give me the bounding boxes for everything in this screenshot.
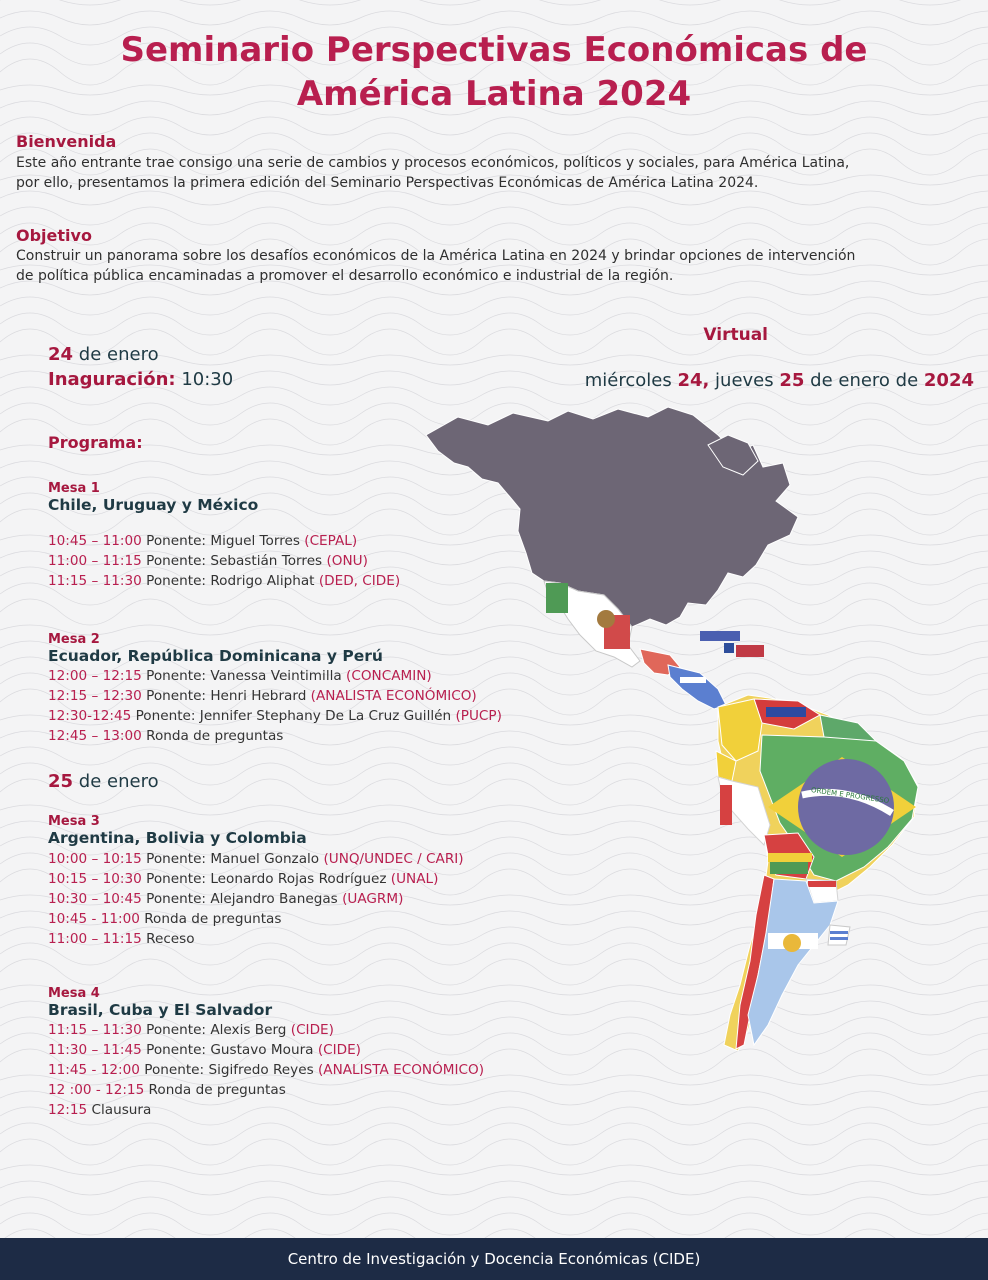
talk-time: 12:30-12:45: [48, 708, 132, 724]
footer: [0, 1238, 988, 1280]
background-wave: [0, 1139, 988, 1165]
north-america-shape: [426, 407, 798, 627]
dates-day1: 24,: [677, 370, 710, 391]
background-wave: [0, 313, 988, 335]
paraguay-flag-red: [808, 881, 836, 887]
talk-institution: (CIDE): [290, 1022, 334, 1038]
mesa-2-label: Mesa 2: [48, 632, 100, 647]
welcome-heading: Bienvenida: [16, 132, 117, 151]
uruguay-shape: [828, 925, 850, 945]
inauguration-label: Inaguración:: [48, 369, 176, 390]
talk-text: Ronda de preguntas: [139, 911, 282, 927]
talk-time: 12:15: [48, 1102, 88, 1118]
talk-text: Clausura: [87, 1102, 152, 1118]
argentina-sun-icon: [783, 934, 801, 952]
mexico-eagle-icon: [597, 610, 615, 628]
mesa-1-countries: Chile, Uruguay y México: [48, 496, 259, 514]
page-title: [0, 28, 988, 116]
program-label: Programa:: [48, 433, 143, 452]
background-wave: [0, 117, 988, 135]
talk-institution: (UAGRM): [342, 891, 404, 907]
honduras-flag-stripe: [680, 677, 706, 683]
background-wave: [0, 0, 988, 5]
day1-month: de enero: [73, 344, 159, 365]
welcome-text: [16, 153, 976, 193]
talk-institution: (UNQ/UNDEC / CARI): [323, 851, 464, 867]
talk-time: 11:00 – 11:15: [48, 931, 142, 947]
talk-time: 12 :00 - 12:15: [48, 1082, 145, 1098]
mesa-3-label: Mesa 3: [48, 814, 100, 829]
dates-mid2: de enero de: [804, 370, 924, 391]
talk-time: 11:15 – 11:30: [48, 1022, 142, 1038]
objective-heading: Objetivo: [16, 226, 92, 245]
objective-line-1: Construir un panorama sobre los desafíos económicos de la América Latina en 2024 y brindar opciones de intervención: [16, 248, 856, 264]
objective-line-2: de política pública encaminadas a promover el desarrollo económico e industrial de la región.: [16, 268, 674, 284]
talk-text: Ponente: Rodrigo Aliphat: [141, 573, 319, 589]
talk-time: 10:45 - 11:00: [48, 911, 140, 927]
talk-time: 11:30 – 11:45: [48, 1042, 142, 1058]
background-wave: [0, 1123, 988, 1145]
mesa-4-label: Mesa 4: [48, 986, 100, 1001]
talk-text: Ponente: Gustavo Moura: [141, 1042, 318, 1058]
talk-institution: (CONCAMIN): [346, 668, 432, 684]
welcome-line-2: por ello, presentamos la primera edición del Seminario Perspectivas Económicas de América Latina 2024.: [16, 175, 759, 191]
talk-text: Ronda de preguntas: [141, 728, 284, 744]
title-line-1: Seminario Perspectivas Económicas de: [120, 30, 868, 70]
peru-flag-red: [720, 785, 732, 825]
americas-flag-map-icon: [418, 405, 988, 1065]
talk-row: [48, 1100, 608, 1120]
talk-text: Ponente: Manuel Gonzalo: [141, 851, 324, 867]
dates-prefix: miércoles: [584, 370, 678, 391]
background-wave: [0, 1229, 988, 1238]
dates-year: 2024: [923, 370, 974, 391]
talk-institution: (ANALISTA ECONÓMICO): [317, 1062, 485, 1078]
background-wave: [0, 11, 988, 25]
mesa-1-label: Mesa 1: [48, 481, 100, 496]
inauguration-time: 10:30: [175, 369, 234, 390]
talk-institution: (CIDE): [317, 1042, 361, 1058]
talk-text: Receso: [141, 931, 195, 947]
background-wave: [0, 133, 988, 155]
mesa-2-countries: Ecuador, República Dominicana y Perú: [48, 647, 383, 665]
talk-text: Ponente: Miguel Torres: [141, 533, 305, 549]
footer-text: Centro de Investigación y Docencia Económicas (CIDE): [287, 1250, 701, 1268]
talk-text: Ponente: Leonardo Rojas Rodríguez: [141, 871, 391, 887]
bolivia-flag-yellow: [768, 853, 812, 862]
talk-text: Ponente: Sebastián Torres: [141, 553, 327, 569]
talk-text: Ponente: Jennifer Stephany De La Cruz Guillén: [131, 708, 456, 724]
day2-month: de enero: [73, 771, 159, 792]
talk-time: 12:00 – 12:15: [48, 668, 142, 684]
talk-time: 12:45 – 13:00: [48, 728, 142, 744]
venezuela-flag-blue: [766, 707, 806, 717]
talk-time: 11:15 – 11:30: [48, 573, 142, 589]
talk-text: Ronda de preguntas: [144, 1082, 286, 1098]
event-dates: [585, 370, 974, 391]
brazil-motto: ORDEM E PROGRESSO: [810, 786, 890, 805]
day2-number: 25: [48, 771, 74, 792]
mesa-3-countries: Argentina, Bolivia y Colombia: [48, 829, 307, 847]
mexico-flag-green: [546, 583, 568, 613]
event-mode: Virtual: [703, 325, 768, 345]
talk-institution: (DED, CIDE): [318, 573, 401, 589]
talk-time: 10:00 – 10:15: [48, 851, 142, 867]
talk-time: 11:45 - 12:00: [48, 1062, 140, 1078]
talk-time: 12:15 – 12:30: [48, 688, 142, 704]
talk-institution: (CEPAL): [304, 533, 358, 549]
background-wave: [0, 207, 988, 225]
welcome-line-1: Este año entrante trae consigo una serie de cambios y procesos económicos, políticos y sociales, para América Latina,: [16, 155, 850, 171]
talk-row: [48, 1080, 608, 1100]
dominican-flag: [736, 645, 764, 657]
caribbean-island: [724, 643, 734, 653]
objective-text: [16, 246, 976, 286]
talk-time: 10:45 – 11:00: [48, 533, 142, 549]
day1-date: [48, 344, 159, 365]
day1-number: 24: [48, 344, 74, 365]
dates-mid: jueves: [709, 370, 780, 391]
talk-time: 10:15 – 10:30: [48, 871, 142, 887]
talk-institution: (UNAL): [390, 871, 439, 887]
talk-text: Ponente: Alejandro Banegas: [141, 891, 343, 907]
background-wave: [0, 223, 988, 245]
talk-institution: (ANALISTA ECONÓMICO): [310, 688, 477, 704]
title-line-2: América Latina 2024: [296, 74, 692, 114]
uruguay-flag-stripe: [830, 931, 848, 934]
talk-text: Ponente: Henri Hebrard: [141, 688, 311, 704]
background-wave: [0, 1213, 988, 1235]
dates-day2: 25: [779, 370, 805, 391]
bolivia-flag-green: [770, 862, 808, 874]
background-wave: [0, 1181, 988, 1195]
uruguay-flag-stripe: [830, 937, 848, 940]
cuba-flag: [700, 631, 740, 641]
talk-text: Ponente: Alexis Berg: [141, 1022, 291, 1038]
day2-date: [48, 771, 159, 792]
inauguration: [48, 369, 233, 390]
background-wave: [0, 1197, 988, 1215]
talk-time: 10:30 – 10:45: [48, 891, 142, 907]
mesa-4-countries: Brasil, Cuba y El Salvador: [48, 1001, 273, 1019]
talk-time: 11:00 – 11:15: [48, 553, 142, 569]
background-wave: [0, 297, 988, 315]
background-wave: [0, 1165, 988, 1175]
talk-institution: (ONU): [326, 553, 368, 569]
central-america-flags: [668, 665, 726, 709]
talk-institution: (PUCP): [455, 708, 502, 724]
talk-text: Ponente: Vanessa Veintimilla: [141, 668, 347, 684]
background-wave: [0, 191, 988, 205]
talk-text: Ponente: Sigifredo Reyes: [139, 1062, 318, 1078]
